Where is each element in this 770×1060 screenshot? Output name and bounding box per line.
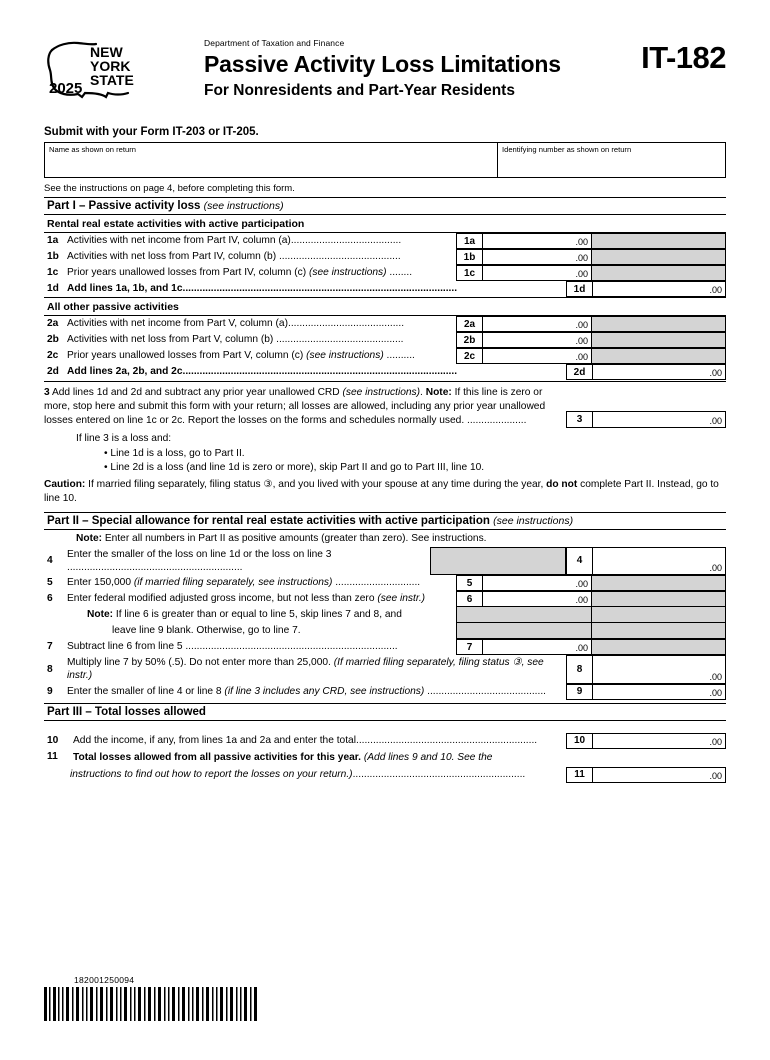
line-8-description (44, 655, 566, 684)
line-6-note-text2: leave line 9 blank. Otherwise, go to line 7. (112, 625, 301, 637)
line-9-box-label: 9 (566, 684, 592, 700)
line-1b-number: 1b (47, 251, 59, 263)
line-3-amount-input[interactable] (592, 411, 726, 428)
part2-note-text: Enter all numbers in Part II as positive amounts (greater than zero). See instructions. (102, 532, 487, 544)
line-2b-amount-input[interactable] (482, 332, 592, 348)
line-1c-shaded-area (592, 265, 726, 281)
line-1c-box-label: 1c (456, 265, 482, 281)
form-number: IT-182 (641, 40, 726, 75)
line-2c-shaded-area (592, 348, 726, 364)
line-1a-description: 1a Activities with net income from Part IV, column (a)....................................... (47, 235, 402, 247)
line-7-text: Subtract line 6 from line 5 (67, 641, 183, 653)
line-2d-box-label: 2d (566, 364, 592, 380)
barcode-number: 182001250094 (74, 975, 135, 985)
new-york-state-logo (44, 36, 154, 102)
line-6-note-row (44, 607, 726, 623)
line-1a-amount-group (456, 233, 726, 249)
line-8-cents: .00 (709, 671, 722, 682)
line-8-amount-group (566, 655, 726, 684)
line-1c-amount-group (456, 265, 726, 281)
line-2c-box-label: 2c (456, 348, 482, 364)
part3-header (44, 703, 726, 721)
part3-rows (44, 733, 726, 783)
line-6-italic: (see instr.) (377, 593, 426, 605)
line-11-italic: (Add lines 9 and 10. See the (363, 751, 493, 763)
line-5-row (44, 575, 726, 591)
line-9-amount-group (566, 684, 726, 700)
line-11-text: Total losses allowed from all passive activities for this year. (73, 751, 364, 763)
line-2b-cents: .00 (575, 336, 588, 346)
line-9-row (44, 684, 726, 700)
part1-title-italic: (see instructions) (203, 200, 284, 212)
line-2d-amount-group (566, 364, 726, 380)
line-1a-text: Activities with net income from Part IV, column (a) (67, 235, 291, 247)
line-1c-amount-input[interactable] (482, 265, 592, 281)
department-label: Department of Taxation and Finance (204, 38, 345, 48)
caution-text-2: , and you lived with your spouse at any time during the year, (272, 479, 547, 491)
line-2a-description: 2a Activities with net income from Part V, column (a)......................................... (47, 318, 405, 330)
line-7-box-label: 7 (456, 639, 482, 655)
line-1b-amount-input[interactable] (482, 249, 592, 265)
form-title: Passive Activity Loss Limitations (204, 51, 561, 77)
line-6-row (44, 591, 726, 607)
part1-title: Part I – Passive activity loss (47, 200, 201, 212)
line-6-note-shaded-group (456, 607, 726, 623)
line-2a-box-label: 2a (456, 316, 482, 332)
identifying-number-field[interactable] (498, 143, 725, 177)
line-9-italic: (if line 3 includes any CRD, see instructions) (224, 685, 425, 697)
line-3-text-b: . (420, 387, 426, 398)
caution-text-1: If married filing separately, filing status (85, 479, 264, 491)
line-1b-text: Activities with net loss from Part IV, column (b) (67, 251, 277, 263)
caution-bold: do not (546, 479, 578, 491)
line-1b-description: 1b Activities with net loss from Part IV, column (b) ........................................... (47, 251, 401, 263)
line-5-box-label: 5 (456, 575, 482, 591)
line-1d-cents: .00 (709, 285, 722, 295)
name-field-label: Name as shown on return (49, 145, 136, 154)
line-1d-amount-input[interactable] (592, 281, 726, 297)
line-10-amount-group (566, 733, 726, 749)
part2-title-italic: (see instructions) (493, 514, 574, 527)
form-subtitle: For Nonresidents and Part-Year Residents (204, 82, 515, 100)
svg-text:STATE: STATE (90, 72, 134, 88)
line-1d-row (44, 281, 726, 297)
line-1d-description: 1d Add lines 1a, 1b, and 1c................................................................................................. (47, 283, 458, 295)
taxpayer-identification-box (44, 142, 726, 178)
line-7-cents: .00 (575, 643, 588, 654)
line-2b-row (44, 332, 726, 348)
part1-section2-heading: All other passive activities (44, 298, 726, 316)
line-6-amount-group (456, 591, 726, 607)
line-8-number: 8 (47, 663, 53, 675)
line-3-bullet-2: • Line 2d is a loss (and line 1d is zero or more), skip Part II and go to Part III, line 10. (104, 461, 485, 473)
line-11-amount-input[interactable] (592, 767, 726, 783)
line-6-box-label: 6 (456, 591, 482, 607)
line-10-amount-input[interactable] (592, 733, 726, 749)
line-2c-description: 2c Prior years unallowed losses from Part V, column (c) (see instructions) .......... (47, 350, 415, 362)
part2-note-label: Note: (76, 532, 103, 544)
line-2a-row (44, 316, 726, 332)
line-3-note-label: Note: (425, 387, 452, 398)
line-2a-amount-group (456, 316, 726, 332)
line-3-bullet-1: • Line 1d is a loss, go to Part II. (104, 447, 245, 459)
line-8-row (44, 655, 726, 684)
line-2b-description: 2b Activities with net loss from Part V, column (b) ............................................. (47, 334, 404, 346)
name-field[interactable] (45, 143, 498, 177)
barcode-image (44, 987, 259, 1021)
line-2a-number: 2a (47, 318, 59, 330)
line-11-spacer (566, 749, 726, 767)
part2-rows (44, 547, 726, 700)
divider-after-line-2d (44, 381, 726, 382)
line-4-box-label: 4 (566, 547, 592, 576)
line-2d-text: Add lines 2a, 2b, and 2c (67, 366, 183, 378)
line-6-note-label: Note: (87, 609, 114, 621)
line-1a-cents: .00 (575, 237, 588, 247)
line-6-note-shaded-right (592, 607, 726, 623)
caution-label: Caution: (44, 479, 86, 491)
identifying-number-label: Identifying number as shown on return (502, 145, 632, 154)
line-4-cents: .00 (709, 563, 722, 574)
line-2c-row (44, 348, 726, 364)
line-2b-amount-group (456, 332, 726, 348)
line-2c-amount-input[interactable] (482, 348, 592, 364)
line-1a-shaded-area (592, 233, 726, 249)
line-1c-italic: (see instructions) (308, 267, 387, 279)
line-1a-box-label: 1a (456, 233, 482, 249)
line-4-description: 4 Enter the smaller of the loss on line 1d or the loss on line 3 .............................................................. (47, 548, 332, 573)
line-5-number: 5 (47, 577, 53, 589)
form-header (44, 36, 726, 112)
line-1a-number: 1a (47, 235, 59, 247)
line-11-cont-text: instructions to find out how to report the losses on your return.) (70, 768, 353, 780)
line-9-cents: .00 (709, 687, 722, 698)
line-3-condition-text: If line 3 is a loss and: (76, 433, 172, 445)
line-2c-number: 2c (47, 350, 59, 362)
line-11-description (44, 749, 566, 767)
svg-text:NEW: NEW (90, 44, 123, 60)
part1-section1-heading: Rental real estate activities with active participation (44, 215, 726, 233)
svg-text:YORK: YORK (90, 58, 131, 74)
line-4-text: Enter the smaller of the loss on line 1d or the loss on line 3 (67, 548, 332, 560)
line-1c-cents: .00 (575, 269, 588, 279)
line-1c-description: 1c Prior years unallowed losses from Part IV, column (c) (see instructions) ........ (47, 267, 413, 279)
line-2c-text: Prior years unallowed losses from Part V, column (c) (67, 350, 304, 362)
line-3-description: 3 Add lines 1d and 2d and subtract any prior year unallowed CRD (see instructions). Note: If this line is zero or more, stop here and submit this form with your return; all losses are allowed, including any prior year unallowed losses entered on line 1c or 2c. Report the losses on the forms and schedules normally used. ..................... (44, 387, 546, 427)
part1-header (44, 197, 726, 215)
line-1d-number: 1d (47, 283, 59, 295)
part2-title: Part II – Special allowance for rental real estate activities with active participation (47, 514, 490, 527)
line-11-cont-row (44, 767, 726, 783)
line-11-number: 11 (47, 750, 58, 762)
line-2b-text: Activities with net loss from Part V, column (b) (67, 334, 274, 346)
line-4-shaded-left (430, 547, 566, 576)
line-11-cents: .00 (709, 770, 722, 781)
line-1b-cents: .00 (575, 253, 588, 263)
line-7-amount-group (456, 639, 726, 655)
line-11-amount-group (566, 767, 726, 783)
line-6-description (44, 591, 456, 607)
line-3-amount-group (566, 411, 726, 428)
line-2d-description: 2d Add lines 2a, 2b, and 2c................................................................................................. (47, 366, 458, 378)
line-2b-shaded-area (592, 332, 726, 348)
line-1a-amount-input[interactable] (482, 233, 592, 249)
line-6-shaded-right (592, 591, 726, 607)
line-5-shaded-right (592, 575, 726, 591)
line-3-italic-a: (see instructions) (342, 387, 421, 398)
line-1b-row (44, 249, 726, 265)
line-6-amount-input[interactable] (482, 591, 592, 607)
line-6-note-cont (44, 623, 456, 639)
caution-text-3: complete Part II. Instead, go to line 10. (44, 479, 719, 504)
caution-filing-status-symbol: ③ (263, 479, 273, 491)
line-6-note2-shaded-left (456, 623, 592, 639)
line-6-note-row-2 (44, 623, 726, 639)
line-3-number: 3 (44, 387, 50, 398)
line-7-shaded-right (592, 639, 726, 655)
line-6-note-text: If line 6 is greater than or equal to line 5, skip lines 7 and 8, and (113, 609, 402, 621)
line-6-note2-shaded-right (592, 623, 726, 639)
line-1c-text: Prior years unallowed losses from Part IV, column (c) (67, 267, 307, 279)
form-page (0, 36, 770, 1060)
caution-note (44, 478, 726, 506)
line-10-number: 10 (47, 734, 59, 746)
part1-section1-rows (44, 233, 726, 297)
line-7-description: 7 Subtract line 6 from line 5 ........................................................................... (47, 641, 398, 653)
line-5-cents: .00 (575, 579, 588, 590)
line-4-row (44, 547, 726, 576)
line-7-amount-input[interactable] (482, 639, 592, 655)
part1-section2-rows (44, 316, 726, 380)
line-9-description: 9 Enter the smaller of line 4 or line 8 (if line 3 includes any CRD, see instructions) .......................................... (47, 685, 547, 697)
line-1d-amount-group (566, 281, 726, 297)
header-titles (204, 38, 561, 100)
line-7-number: 7 (47, 641, 53, 653)
line-8-box-label: 8 (566, 655, 592, 684)
submit-instruction: Submit with your Form IT-203 or IT-205. (44, 126, 259, 138)
line-2c-amount-group (456, 348, 726, 364)
page4-instruction-note: See the instructions on page 4, before completing this form. (44, 183, 295, 194)
line-11-continuation: instructions to find out how to report the losses on your return.) ............................................................. (70, 768, 526, 780)
line-8-italic: (If married filing separately, filing status ③, see instr.) (67, 657, 544, 682)
line-1d-text: Add lines 1a, 1b, and 1c (67, 283, 183, 295)
part2-note (44, 533, 726, 544)
line-6-note (44, 607, 456, 623)
line-6-cents: .00 (575, 595, 588, 606)
line-10-row (44, 733, 726, 749)
line-6-note-shaded-left (456, 607, 592, 623)
line-2c-italic: (see instructions) (306, 350, 384, 362)
line-2d-cents: .00 (709, 368, 722, 378)
line-10-box-label: 10 (566, 733, 592, 749)
line-9-amount-input[interactable] (592, 684, 726, 700)
part3-title: Part III – Total losses allowed (47, 705, 206, 718)
line-4-amount-input[interactable] (592, 547, 726, 576)
footer-barcode-area (44, 975, 259, 1026)
line-1b-shaded-area (592, 249, 726, 265)
line-10-text: Add the income, if any, from lines 1a and 2a and enter the total (73, 734, 356, 746)
line-2d-number: 2d (47, 366, 59, 378)
line-1b-amount-group (456, 249, 726, 265)
line-10-cents: .00 (709, 736, 722, 747)
line-4-amount-group (430, 547, 726, 576)
line-3-box-label: 3 (566, 411, 592, 428)
line-2b-number: 2b (47, 334, 59, 346)
line-11-row (44, 749, 726, 767)
line-2d-amount-input[interactable] (592, 364, 726, 380)
svg-text:2025: 2025 (49, 80, 83, 97)
line-5-amount-input[interactable] (482, 575, 592, 591)
line-6-note2-shaded-group (456, 623, 726, 639)
line-7-row (44, 639, 726, 655)
line-2d-row (44, 364, 726, 380)
line-3-text-a: Add lines 1d and 2d and subtract any prior year unallowed CRD (51, 387, 343, 398)
line-9-number: 9 (47, 685, 53, 697)
line-2a-cents: .00 (575, 320, 588, 330)
line-2a-text: Activities with net income from Part V, column (a) (67, 318, 288, 330)
line-10-description: 10 Add the income, if any, from lines 1a and 2a and enter the total................................................................ (47, 734, 538, 746)
line-1a-row (44, 233, 726, 249)
line-1b-box-label: 1b (456, 249, 482, 265)
line-3-cents: .00 (709, 416, 722, 427)
line-2a-shaded-area (592, 316, 726, 332)
line-3-block (44, 386, 726, 428)
line-5-text: Enter 150,000 (67, 577, 134, 589)
line-6-number: 6 (47, 593, 53, 605)
line-1d-box-label: 1d (566, 281, 592, 297)
line-11-box-label: 11 (566, 767, 592, 783)
line-5-description: 5 Enter 150,000 (if married filing separately, see instructions) .............................. (47, 577, 421, 589)
line-2b-box-label: 2b (456, 332, 482, 348)
line-3-text-c: If this line is zero or more, stop here and submit this form with your return; all losses are allowed, including any prior year unallowed losses entered on line 1c or 2c. Report the losses on the forms and schedules normally used. (44, 387, 546, 427)
part2-header (44, 512, 726, 530)
line-9-text: Enter the smaller of line 4 or line 8 (67, 685, 225, 697)
line-8-amount-input[interactable] (592, 655, 726, 684)
line-5-italic: (if married filing separately, see instructions) (133, 577, 333, 589)
line-8-text: Multiply line 7 by 50% (.5). Do not enter more than 25,000. (67, 657, 334, 669)
line-4-number: 4 (47, 555, 53, 567)
line-1c-number: 1c (47, 267, 59, 279)
line-6-text: Enter federal modified adjusted gross income, but not less than zero (67, 593, 378, 605)
line-2a-amount-input[interactable] (482, 316, 592, 332)
line-1c-row (44, 265, 726, 281)
line-5-amount-group (456, 575, 726, 591)
line-2c-cents: .00 (575, 352, 588, 362)
